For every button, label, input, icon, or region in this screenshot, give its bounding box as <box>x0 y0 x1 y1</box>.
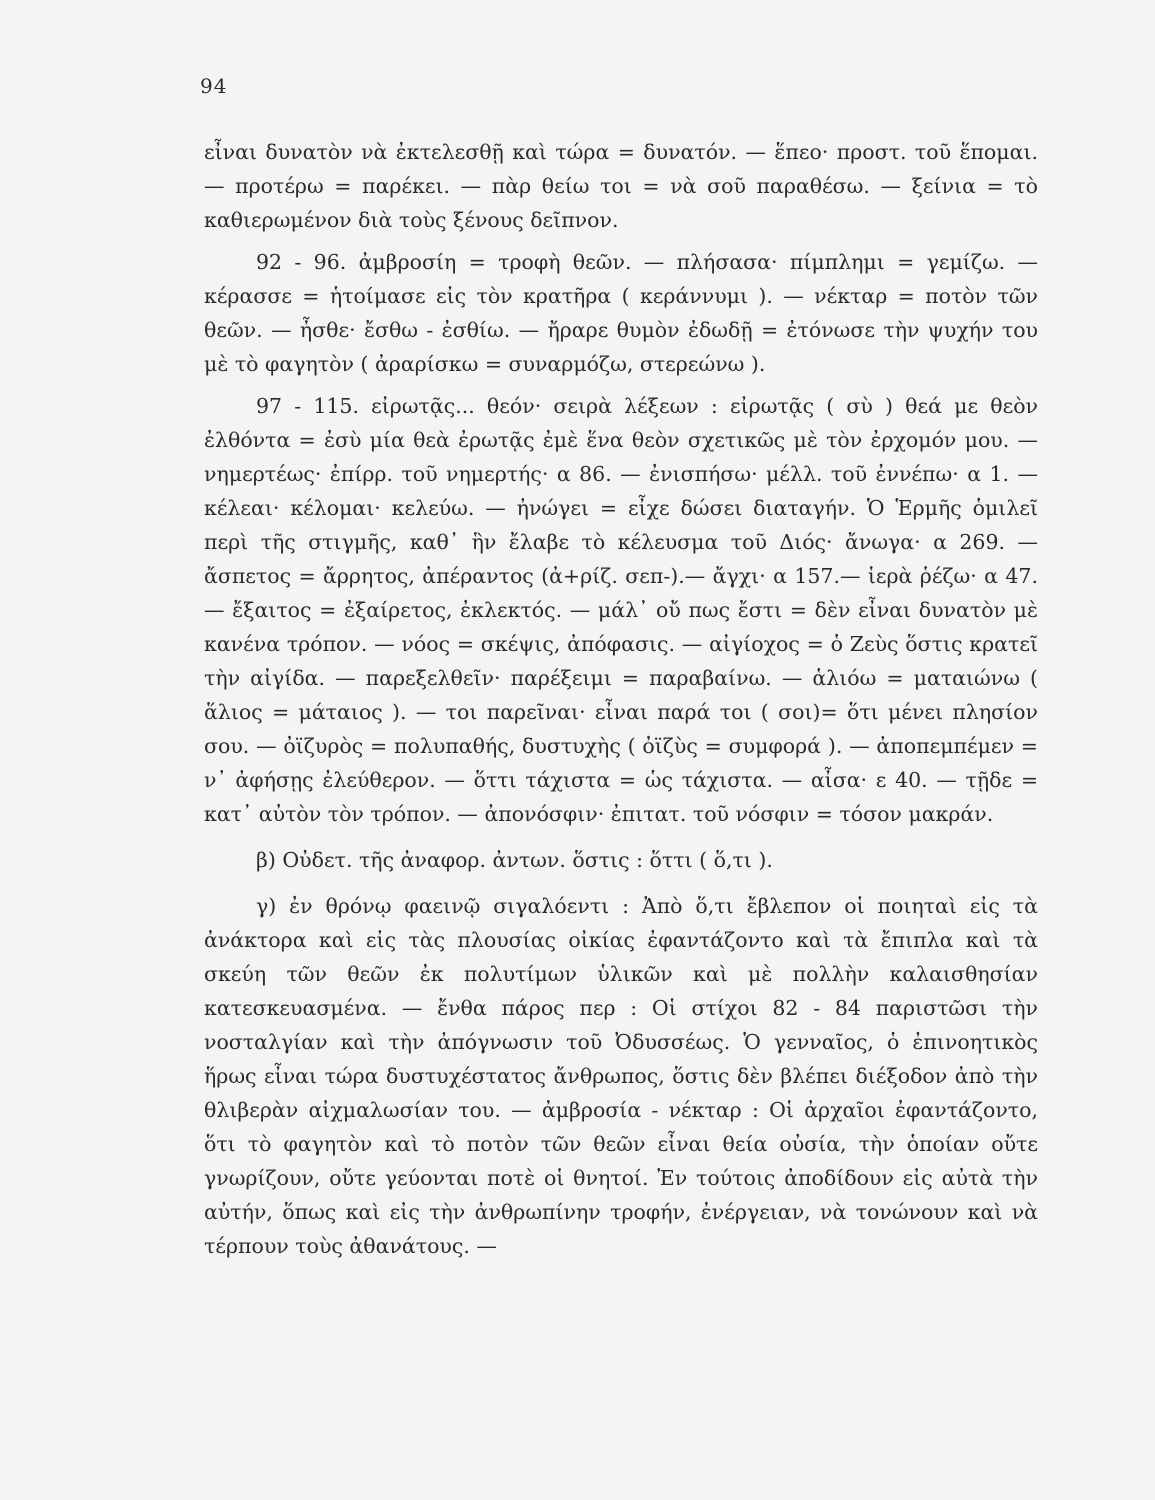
paragraph-1: εἶναι δυνατὸν νὰ ἐκτελεσθῇ καὶ τώρα = δυνατόν. — ἕπεο· προστ. τοῦ ἕπομαι. — προτέρω = παρέκει. — πὰρ θείω τοι = νὰ σοῦ παραθέσω. — ξείνια = τὸ καθιερωμένον διὰ τοὺς ξένους δεῖπνον. <box>204 140 1038 232</box>
paragraph-3: 97 - 115. εἰρωτᾷς... θεόν· σειρὰ λέξεων : εἰρωτᾷς ( σὺ ) θεά με θεὸν ἐλθόντα = ἐσὺ μία θεὰ ἐρωτᾷς ἐμὲ ἕνα θεὸν σχετικῶς μὲ τὸν ἐρχομόν μου. — νημερτέως· ἐπίρρ. τοῦ νημερτής· α 86. — ἐνισπήσω· μέλλ. τοῦ ἐννέπω· α 1. — κέλεαι· κέλομαι· κελεύω. — ἠνώγει = εἶχε δώσει διαταγήν. Ὁ Ἑρμῆς ὁμιλεῖ περὶ τῆς στιγμῆς, καθ᾽ ἣν ἔλαβε τὸ κέλευσμα τοῦ Διός· ἄνωγα· α 269. — ἄσπετος = ἄρρητος, ἀπέραντος (ἀ+ρίζ. σεπ-).— ἄγχι· α 157.— ἱερὰ ῥέζω· α 47.— ἔξαιτος = ἐξαίρετος, ἐκλεκτός. — μάλ᾽ οὔ πως ἔστι = δὲν εἶναι δυνατὸν μὲ κανένα τρόπον. — νόος = σκέψις, ἀπόφασις. — αἰγίοχος = ὁ Ζεὺς ὅστις κρατεῖ τὴν αἰγίδα. — παρεξελθεῖν· παρέξειμι = παραβαίνω. — ἁλιόω = ματαιώνω ( ἅλιος = μάταιος ). — τοι παρεῖναι· εἶναι παρά τοι ( σοι)= ὅτι μένει πλησίον σου. — ὀϊζυρὸς = πολυπαθής, δυστυχὴς ( ὀϊζὺς = συμφορά ). — ἀποπεμπέμεν = ν᾽ ἀφήσῃς ἐλεύθερον. — ὅττι τάχιστα = ὡς τάχιστα. — αἶσα· ε 40. — τῇδε = κατ᾽ αὐτὸν τὸν τρόπον. — ἀπονόσφιν· ἐπιτατ. τοῦ νόσφιν = τόσον μακράν. <box>204 394 1038 826</box>
page-number: 94 <box>200 74 228 98</box>
paragraph-4: β) Οὐδετ. τῆς ἀναφορ. ἀντων. ὅστις : ὅττι ( ὅ,τι ). <box>256 848 773 872</box>
paragraph-2: 92 - 96. ἀμβροσίη = τροφὴ θεῶν. — πλήσασα· πίμπλημι = γεμίζω. — κέρασσε = ἡτοίμασε εἰς τὸν κρατῆρα ( κεράννυμι ). — νέκταρ = ποτὸν τῶν θεῶν. — ἦσθε· ἔσθω - ἐσθίω. — ἤραρε θυμὸν ἐδωδῇ = ἐτόνωσε τὴν ψυχήν του μὲ τὸ φαγητὸν ( ἀραρίσκω = συναρμόζω, στερεώνω ). <box>204 250 1038 376</box>
body-text <box>204 135 1038 1270</box>
paragraph-5: γ) ἐν θρόνῳ φαεινῷ σιγαλόεντι : Ἀπὸ ὅ,τι ἔβλεπον οἱ ποιηταὶ εἰς τὰ ἀνάκτορα καὶ εἰς τὰς πλουσίας οἰκίας ἐφαντάζοντο καὶ τὰ ἔπιπλα καὶ τὰ σκεύη τῶν θεῶν ἐκ πολυτίμων ὑλικῶν καὶ μὲ πολλὴν καλαισθησίαν κατεσκευασμένα. — ἔνθα πάρος περ : Οἱ στίχοι 82 - 84 παριστῶσι τὴν νοσταλγίαν καὶ τὴν ἀπόγνωσιν τοῦ Ὀδυσσέως. Ὁ γενναῖος, ὁ ἐπινοητικὸς ἥρως εἶναι τώρα δυστυχέστατος ἄνθρωπος, ὅστις δὲν βλέπει διέξοδον ἀπὸ τὴν θλιβερὰν αἰχμαλωσίαν του. — ἀμβροσία - νέκταρ : Οἱ ἀρχαῖοι ἐφαντάζοντο, ὅτι τὸ φαγητὸν καὶ τὸ ποτὸν τῶν θεῶν εἶναι θεία οὐσία, τὴν ὁποίαν οὔτε γνωρίζουν, οὔτε γεύονται ποτὲ οἱ θνητοί. Ἐν τούτοις ἀποδίδουν εἰς αὐτὰ τὴν αὐτήν, ὅπως καὶ εἰς τὴν ἀνθρωπίνην τροφήν, ἐνέργειαν, νὰ τονώνουν καὶ νὰ τέρπουν τοὺς ἀθανάτους. — <box>204 894 1038 1258</box>
